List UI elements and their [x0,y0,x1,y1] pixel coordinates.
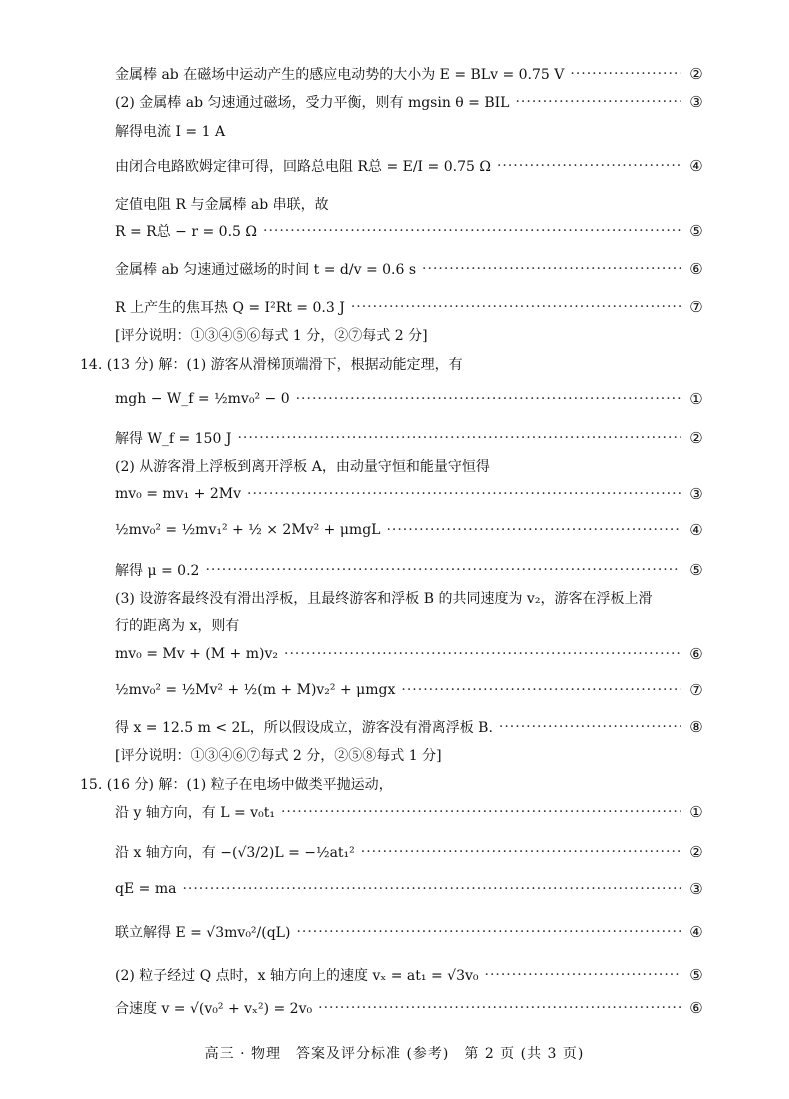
line-15 [115,521,705,539]
leader-dots [361,844,681,860]
line-text: 联立解得 E = √3mv₀²/(qL) [115,925,291,941]
leader-dots [499,719,681,735]
line-28 [115,965,705,985]
question-15-heading: 15. (16 分) 解：(1) 粒子在电场中做类平抛运动， [80,777,393,793]
line-20 [115,681,705,699]
line-text: 合速度 v = √(v₀² + vₓ²) = 2v₀ [115,1001,313,1017]
equation-number: ⑤ [689,561,703,579]
line-text: ½mv₀² = ½Mv² + ½(m + M)v₂² + μmgx [115,682,396,698]
line-5: 定值电阻 R 与金属棒 ab 串联，故 [115,197,329,213]
line-text: 解得 W_f = 150 J [115,431,232,447]
equation-number: ⑤ [689,222,703,240]
equation-number: ② [689,843,703,861]
leader-dots [386,522,681,538]
leader-dots [263,223,681,239]
leader-dots [284,646,681,662]
line-8 [115,297,705,317]
equation-number: ⑦ [689,681,703,699]
line-6 [115,221,705,241]
leader-dots [497,158,681,174]
leader-dots [247,486,681,502]
equation-number: ① [689,803,703,821]
line-13: (2) 从游客滑上浮板到离开浮板 A，由动量守恒和能量守恒得 [115,459,490,475]
equation-number: ⑤ [689,966,703,984]
line-text: 沿 x 轴方向，有 −(√3/2)L = −½at₁² [115,845,355,861]
line-text: mgh − W_f = ½mv₀² − 0 [115,391,290,407]
line-17: (3) 设游客最终没有滑出浮板，且最终游客和浮板 B 的共同速度为 v₂，游客在浮板上滑 [115,591,653,607]
equation-number: ① [689,390,703,408]
equation-number: ② [689,65,703,83]
equation-number: ④ [689,521,703,539]
line-text: (2) 金属棒 ab 匀速通过磁场，受力平衡，则有 mgsin θ = BIL [115,95,510,111]
line-26 [115,880,705,898]
page-footer: 高三 · 物理 答案及评分标准 (参考) 第 2 页 (共 3 页) [204,1046,585,1062]
scoring-note: [评分说明：①③④⑤⑥每式 1 分，②⑦每式 2 分] [115,328,428,344]
line-text: mv₀ = mv₁ + 2Mv [115,486,242,502]
equation-number: ④ [689,157,703,175]
equation-number: ④ [689,923,703,941]
leader-dots [401,682,681,698]
scoring-note: [评分说明：①③④⑥⑦每式 2 分，②⑤⑧每式 1 分] [115,748,442,764]
equation-number: ⑥ [689,645,703,663]
line-4 [115,156,705,176]
line-16 [115,560,705,580]
line-text: qE = ma [115,881,177,897]
line-text: 解得 μ = 0.2 [115,563,200,579]
equation-number: ⑦ [689,298,703,316]
line-text: (2) 粒子经过 Q 点时，x 轴方向上的速度 vₓ = at₁ = √3v₀ [115,968,479,984]
leader-dots [296,391,681,407]
leader-dots [422,261,681,277]
equation-number: ⑥ [689,999,703,1017]
leader-dots [237,430,681,446]
equation-number: ⑥ [689,260,703,278]
line-text: ½mv₀² = ½mv₁² + ½ × 2Mv² + μmgL [115,522,381,538]
leader-dots [296,924,681,940]
line-11 [115,390,705,408]
line-21 [115,717,705,737]
line-text: 由闭合电路欧姆定律可得，回路总电阻 R总 = E/I = 0.75 Ω [115,159,491,175]
line-14 [115,485,705,503]
line-text: 得 x = 12.5 m < 2L，所以假设成立，游客没有滑离浮板 B. [115,720,493,736]
leader-dots [182,881,681,897]
leader-dots [205,562,681,578]
line-text: R 上产生的焦耳热 Q = I²Rt = 0.3 J [115,300,345,316]
line-text: 金属棒 ab 匀速通过磁场的时间 t = d/v = 0.6 s [115,262,417,278]
leader-dots [515,94,681,110]
equation-number: ⑧ [689,718,703,736]
line-19 [115,645,705,663]
line-text: mv₀ = Mv + (M + m)v₂ [115,646,278,662]
line-3: 解得电流 I = 1 A [115,124,226,140]
leader-dots [485,967,682,983]
equation-number: ③ [689,485,703,503]
line-12 [115,428,705,448]
line-25 [115,842,705,862]
line-1 [115,64,705,84]
line-24 [115,802,705,822]
line-2 [115,92,705,112]
equation-number: ② [689,429,703,447]
question-14-heading: 14. (13 分) 解：(1) 游客从滑梯顶端滑下，根据动能定理，有 [80,357,463,373]
line-text: 金属棒 ab 在磁场中运动产生的感应电动势的大小为 E = BLv = 0.75 V [115,67,565,83]
line-18: 行的距离为 x，则有 [115,618,240,634]
equation-number: ③ [689,880,703,898]
line-text: 沿 y 轴方向，有 L = v₀t₁ [115,805,275,821]
leader-dots [281,804,681,820]
line-27 [115,922,705,942]
leader-dots [570,66,681,82]
line-7 [115,259,705,279]
leader-dots [351,299,681,315]
leader-dots [318,1000,681,1016]
equation-number: ③ [689,93,703,111]
line-text: R = R总 − r = 0.5 Ω [115,224,257,240]
line-29 [115,998,705,1018]
